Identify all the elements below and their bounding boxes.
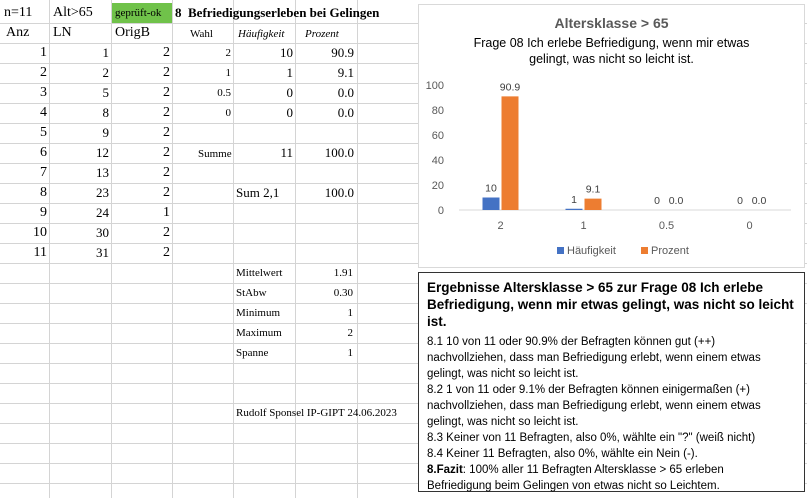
summe-haeufigkeit-cell[interactable]: 11 bbox=[280, 145, 293, 160]
group-cell[interactable]: Alt>65 bbox=[53, 5, 93, 20]
prozent-cell[interactable]: 90.9 bbox=[331, 45, 354, 60]
stat-value[interactable]: 1 bbox=[347, 307, 353, 319]
col-header-anz[interactable]: Anz bbox=[6, 25, 30, 40]
origb-cell[interactable]: 2 bbox=[163, 65, 170, 80]
bar-prozent bbox=[502, 96, 519, 210]
stat-label[interactable]: Mittelwert bbox=[236, 267, 283, 279]
wahl-cell[interactable]: 0.5 bbox=[217, 87, 231, 99]
col-header-prozent[interactable]: Prozent bbox=[305, 28, 339, 40]
anz-cell[interactable]: 5 bbox=[40, 125, 47, 140]
ln-cell[interactable]: 13 bbox=[96, 165, 109, 180]
legend-swatch bbox=[557, 247, 564, 254]
result-fazit-line1 bbox=[427, 462, 796, 478]
data-label: 90.9 bbox=[499, 81, 521, 94]
chart-subtitle-line1: Frage 08 Ich erlebe Befriedigung, wenn mir etwas bbox=[473, 36, 750, 50]
x-tick-label: 0.5 bbox=[658, 220, 675, 232]
ln-cell[interactable]: 8 bbox=[102, 105, 109, 120]
chart-title: Altersklasse > 65 bbox=[554, 15, 669, 31]
ln-cell[interactable]: 9 bbox=[102, 125, 109, 140]
legend-label: Prozent bbox=[651, 245, 689, 257]
x-tick-label: 1 bbox=[580, 220, 587, 232]
anz-cell[interactable]: 10 bbox=[33, 225, 47, 240]
bar-häufigkeit bbox=[483, 198, 500, 211]
data-label: 1 bbox=[571, 193, 577, 206]
ln-cell[interactable]: 5 bbox=[102, 85, 109, 100]
haeufigkeit-cell[interactable]: 0 bbox=[286, 85, 293, 100]
wahl-cell[interactable]: 0 bbox=[225, 107, 231, 119]
ln-cell[interactable]: 30 bbox=[96, 225, 109, 240]
question-number[interactable]: 8 bbox=[175, 5, 182, 20]
stat-value[interactable]: 1 bbox=[347, 347, 353, 359]
results-title-line1: Ergebnisse Altersklasse > 65 zur Frage 08 Ich erlebe bbox=[427, 280, 764, 295]
results-title-line2: Befriedigung, wenn mir etwas gelingt, was nicht so leicht ist. bbox=[427, 297, 794, 329]
data-label: 0.0 bbox=[751, 195, 767, 207]
result-8-1-line2: nachvollziehen, dass man Befriedigung erlebt, wenn einem etwas bbox=[427, 352, 761, 364]
summe-prozent-cell[interactable]: 100.0 bbox=[324, 145, 354, 160]
wahl-cell[interactable]: 1 bbox=[225, 67, 231, 79]
checked-badge-cell[interactable]: geprüft-ok bbox=[112, 3, 172, 23]
anz-cell[interactable]: 9 bbox=[40, 205, 47, 220]
y-tick-label: 0 bbox=[437, 205, 444, 217]
bar-chart[interactable] bbox=[418, 4, 805, 268]
haeufigkeit-cell[interactable]: 0 bbox=[286, 105, 293, 120]
col-header-haeufigkeit[interactable]: Häufigkeit bbox=[238, 28, 285, 40]
data-label: 10 bbox=[485, 182, 497, 195]
fazit-text: : 100% aller 11 Befragten Altersklasse > 65 erleben bbox=[462, 464, 724, 476]
origb-cell[interactable]: 2 bbox=[163, 105, 170, 120]
result-8-3: 8.3 Keiner von 11 Befragten, also 0%, wählte ein "?" (weiß nicht) bbox=[427, 432, 756, 444]
sum21-label[interactable]: Sum 2,1 bbox=[236, 185, 280, 200]
y-tick-label: 20 bbox=[431, 180, 444, 192]
legend-swatch bbox=[641, 247, 648, 254]
ln-cell[interactable]: 31 bbox=[96, 245, 109, 260]
origb-cell[interactable]: 2 bbox=[163, 185, 170, 200]
n-count-cell[interactable]: n=11 bbox=[4, 5, 33, 20]
origb-cell[interactable]: 2 bbox=[163, 125, 170, 140]
chart-plot bbox=[419, 5, 804, 267]
y-tick-label: 80 bbox=[431, 105, 444, 117]
author-note[interactable]: Rudolf Sponsel IP-GIPT 24.06.2023 bbox=[236, 407, 397, 419]
data-label: 0.0 bbox=[668, 195, 684, 207]
ln-cell[interactable]: 24 bbox=[96, 205, 109, 220]
anz-cell[interactable]: 1 bbox=[40, 45, 47, 60]
stat-label[interactable]: Maximum bbox=[236, 327, 282, 339]
result-8-2-line2: nachvollziehen, dass man Befriedigung erlebt, wenn einem etwas bbox=[427, 400, 761, 412]
question-title[interactable]: Befriedigungserleben bei Gelingen bbox=[188, 5, 380, 20]
haeufigkeit-cell[interactable]: 10 bbox=[280, 45, 293, 60]
sum21-prozent-cell[interactable]: 100.0 bbox=[324, 185, 354, 200]
anz-cell[interactable]: 3 bbox=[40, 85, 47, 100]
origb-cell[interactable]: 2 bbox=[163, 165, 170, 180]
stat-label[interactable]: Spanne bbox=[236, 347, 269, 359]
anz-cell[interactable]: 2 bbox=[40, 65, 47, 80]
results-title bbox=[427, 279, 796, 330]
prozent-cell[interactable]: 0.0 bbox=[337, 85, 354, 100]
x-tick-label: 0 bbox=[746, 220, 753, 232]
ln-cell[interactable]: 12 bbox=[96, 145, 109, 160]
x-tick-label: 2 bbox=[497, 220, 504, 232]
anz-cell[interactable]: 6 bbox=[40, 145, 47, 160]
col-header-wahl[interactable]: Wahl bbox=[190, 28, 213, 40]
prozent-cell[interactable]: 9.1 bbox=[337, 65, 354, 80]
result-8-2-line1: 8.2 1 von 11 oder 9.1% der Befragten können einigermaßen (+) bbox=[427, 384, 750, 396]
summe-label[interactable]: Summe bbox=[198, 148, 232, 160]
stat-label[interactable]: StAbw bbox=[236, 287, 267, 299]
results-textbox[interactable] bbox=[418, 272, 805, 492]
ln-cell[interactable]: 2 bbox=[102, 65, 109, 80]
col-header-origb[interactable]: OrigB bbox=[115, 25, 150, 40]
fazit-label: 8.Fazit bbox=[427, 464, 463, 476]
data-label: 0 bbox=[737, 195, 743, 207]
haeufigkeit-cell[interactable]: 1 bbox=[286, 65, 293, 80]
data-label: 0 bbox=[654, 195, 660, 207]
origb-cell[interactable]: 1 bbox=[163, 205, 170, 220]
y-tick-label: 100 bbox=[425, 80, 444, 92]
result-8-1-line3: gelingt, was nicht so leicht ist. bbox=[427, 368, 579, 380]
y-tick-label: 60 bbox=[431, 130, 444, 142]
y-tick-label: 40 bbox=[431, 155, 444, 167]
origb-cell[interactable]: 2 bbox=[163, 45, 170, 60]
stat-value[interactable]: 0.30 bbox=[333, 287, 353, 299]
anz-cell[interactable]: 11 bbox=[33, 245, 47, 260]
data-label: 9.1 bbox=[585, 183, 601, 196]
result-8-4: 8.4 Keiner 11 Befragten, also 0%, wählte ein Nein (-). bbox=[427, 448, 698, 460]
stat-value[interactable]: 2 bbox=[347, 327, 353, 339]
origb-cell[interactable]: 2 bbox=[163, 245, 170, 260]
origb-cell[interactable]: 2 bbox=[163, 145, 170, 160]
origb-cell[interactable]: 2 bbox=[163, 85, 170, 100]
origb-cell[interactable]: 2 bbox=[163, 225, 170, 240]
chart-subtitle-line2: gelingt, was nicht so leicht ist. bbox=[529, 52, 694, 66]
anz-cell[interactable]: 4 bbox=[40, 105, 47, 120]
ln-cell[interactable]: 23 bbox=[96, 185, 109, 200]
stat-label[interactable]: Minimum bbox=[236, 307, 281, 319]
bar-prozent bbox=[585, 199, 602, 210]
prozent-cell[interactable]: 0.0 bbox=[337, 105, 354, 120]
anz-cell[interactable]: 8 bbox=[40, 185, 47, 200]
stat-value[interactable]: 1.91 bbox=[333, 267, 353, 279]
wahl-cell[interactable]: 2 bbox=[225, 47, 231, 59]
ln-cell[interactable]: 1 bbox=[102, 45, 109, 60]
legend-label: Häufigkeit bbox=[567, 245, 616, 257]
result-8-2-line3: gelingt, was nicht so leicht ist. bbox=[427, 416, 579, 428]
result-fazit-line2: Befriedigung beim Gelingen von etwas nicht so Leichtem. bbox=[427, 480, 720, 492]
anz-cell[interactable]: 7 bbox=[40, 165, 47, 180]
col-header-ln[interactable]: LN bbox=[53, 25, 72, 40]
result-8-1-line1: 8.1 10 von 11 oder 90.9% der Befragten können gut (++) bbox=[427, 336, 716, 348]
bar-häufigkeit bbox=[566, 209, 583, 210]
